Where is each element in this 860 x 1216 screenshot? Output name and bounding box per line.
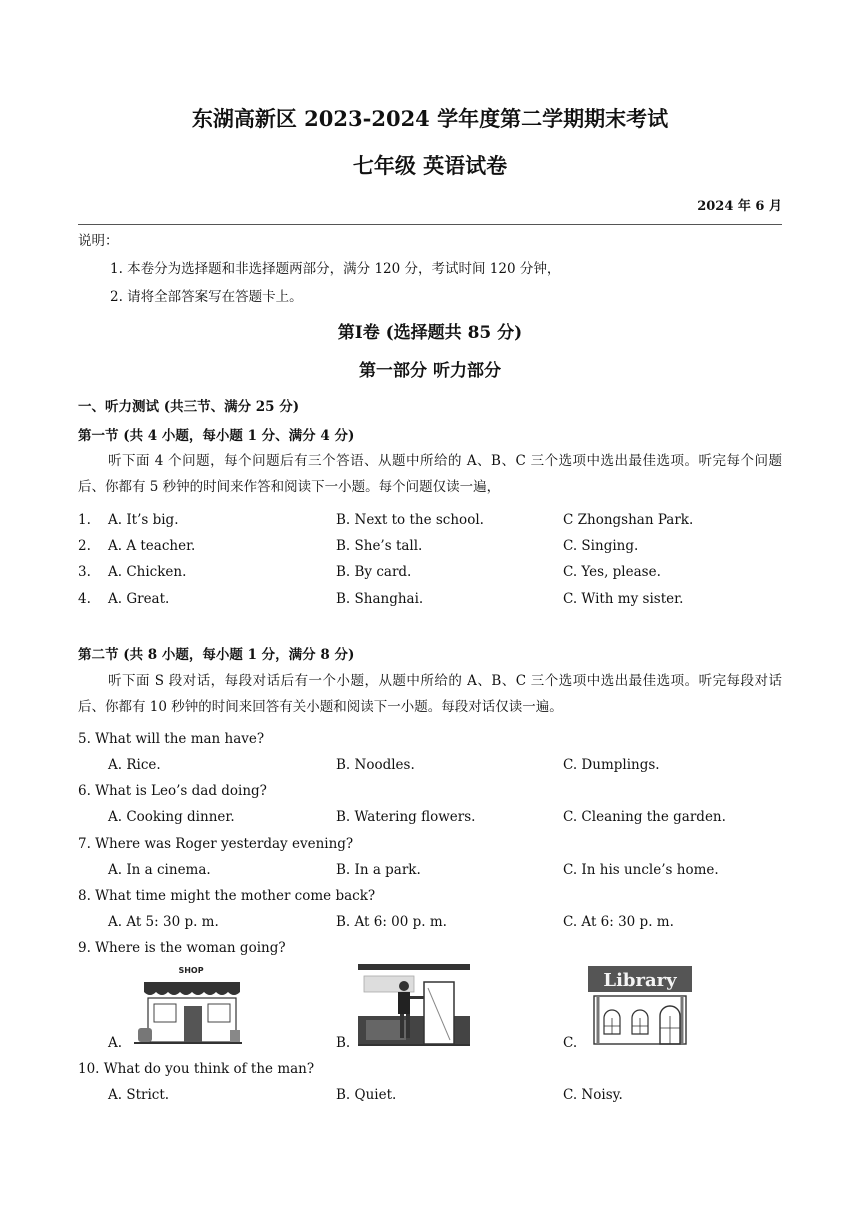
section1-heading: 第一节 (共 4 小题，每小题 1 分、满分 4 分) xyxy=(78,428,355,444)
question-number: 1. xyxy=(78,512,91,528)
option-b: B. In a park. xyxy=(336,862,421,878)
exam-title: 东湖高新区 2023-2024 学年度第二学期期末考试 xyxy=(191,106,669,131)
option-c: C. With my sister. xyxy=(563,591,684,607)
option-a: A. A teacher. xyxy=(108,538,196,554)
option-a: A. Chicken. xyxy=(108,564,187,580)
volume-title: 第Ⅰ卷 (选择题共 85 分) xyxy=(337,323,523,343)
option-b: B. Next to the school. xyxy=(336,512,484,528)
section2-directions: 听下面 S 段对话，每段对话后有一个小题，从题中所给的 A、B、C 三个选项中选出最佳选项。听完每段对话后、你都有 10 秒钟的时间来回答有关小题和阅读下一小题。每段对话仅读一遍。 xyxy=(78,673,782,715)
part-title: 第一部分 听力部分 xyxy=(359,361,501,381)
question-number: 3. xyxy=(78,564,91,580)
library-picture xyxy=(584,960,696,1046)
option-c: C. Singing. xyxy=(563,538,639,554)
header-divider xyxy=(78,224,782,225)
library-sign-text: Library xyxy=(603,970,677,991)
option-b: B. Shanghai. xyxy=(336,591,424,607)
option-b: B. She’s tall. xyxy=(336,538,423,554)
option-c: C. In his uncle’s home. xyxy=(563,862,719,878)
exam-subtitle: 七年级 英语试卷 xyxy=(352,153,508,178)
question-stem: 7. Where was Roger yesterday evening? xyxy=(78,836,354,852)
question-stem: 5. What will the man have? xyxy=(78,731,265,747)
question-stem: 6. What is Leo’s dad doing? xyxy=(78,783,267,799)
person-at-door-picture xyxy=(358,964,470,1046)
option-c: C Zhongshan Park. xyxy=(563,512,694,528)
instruction-item-2: 2. 请将全部答案写在答题卡上。 xyxy=(110,289,303,305)
option-b: B. Noodles. xyxy=(336,757,415,773)
shop-picture xyxy=(134,962,242,1044)
option-c: C. Dumplings. xyxy=(563,757,660,773)
option-a: A. In a cinema. xyxy=(108,862,211,878)
option-c: C. At 6: 30 p. m. xyxy=(563,914,674,930)
shop-sign-text: SHOP xyxy=(178,966,204,975)
option-a: A. Cooking dinner. xyxy=(108,809,235,825)
option-a: A. Strict. xyxy=(108,1087,170,1103)
section-heading: 一、听力测试 (共三节、满分 25 分) xyxy=(78,399,300,415)
option-b: B. Quiet. xyxy=(336,1087,397,1103)
option-c: C. xyxy=(563,1035,578,1051)
option-b: B. xyxy=(336,1035,351,1051)
option-a: A. xyxy=(108,1035,123,1051)
exam-date: 2024 年 6 月 xyxy=(697,199,782,214)
option-c: C. Noisy. xyxy=(563,1087,623,1103)
instruction-item-1: 1. 本卷分为选择题和非选择题两部分，满分 120 分，考试时间 120 分钟， xyxy=(110,261,561,277)
option-a: A. Great. xyxy=(108,591,170,607)
option-b: B. By card. xyxy=(336,564,412,580)
section1-directions: 听下面 4 个问题，每个问题后有三个答语、从题中所给的 A、B、C 三个选项中选出最佳选项。听完每个问题后、你都有 5 秒钟的时间来作答和阅读下一小题。每个问题仅读一遍， xyxy=(78,453,782,495)
option-c: C. Yes, please. xyxy=(563,564,661,580)
instructions-label: 说明： xyxy=(78,233,119,249)
question-stem: 9. Where is the woman going? xyxy=(78,940,286,956)
question-number: 4. xyxy=(78,591,91,607)
option-b: B. At 6: 00 p. m. xyxy=(336,914,447,930)
option-b: B. Watering flowers. xyxy=(336,809,476,825)
section2-heading: 第二节 (共 8 小题，每小题 1 分，满分 8 分) xyxy=(78,647,355,663)
question-number: 2. xyxy=(78,538,91,554)
question-stem: 10. What do you think of the man? xyxy=(78,1061,315,1077)
question-stem: 8. What time might the mother come back? xyxy=(78,888,376,904)
option-a: A. Rice. xyxy=(108,757,161,773)
option-a: A. It’s big. xyxy=(108,512,179,528)
option-c: C. Cleaning the garden. xyxy=(563,809,726,825)
option-a: A. At 5: 30 p. m. xyxy=(108,914,219,930)
